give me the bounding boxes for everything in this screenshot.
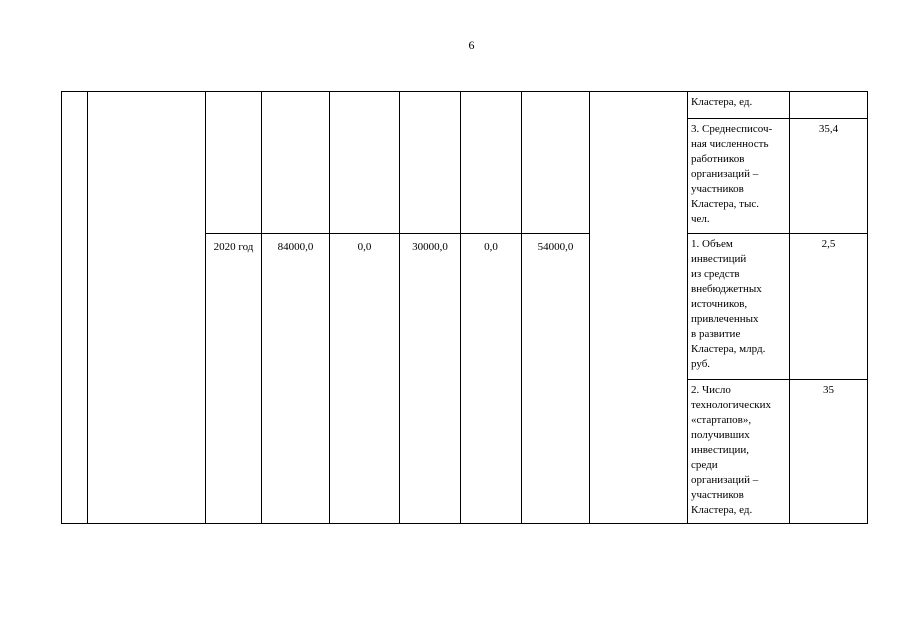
index-cell <box>62 92 88 524</box>
total-cell: 84000,0 <box>262 234 330 524</box>
col-c-cell: 0,0 <box>461 234 522 524</box>
indicator-line: Кластера, тыс. <box>691 198 759 210</box>
year-cell: 2020 год <box>206 234 262 524</box>
indicator-line: из средств <box>691 268 740 280</box>
indicator-value-cell: 35 <box>790 380 868 524</box>
indicator-name-cell <box>688 380 790 524</box>
indicator-line: «стартапов», <box>691 414 752 426</box>
col-d-cell-empty <box>522 92 590 234</box>
indicator-line: работников <box>691 153 745 165</box>
indicator-line: организаций – <box>691 168 759 180</box>
indicator-line: участников <box>691 489 744 501</box>
indicator-line: Кластера, млрд. <box>691 343 766 355</box>
indicator-value-cell <box>790 92 868 119</box>
indicator-line: технологических <box>691 399 771 411</box>
indicator-line: руб. <box>691 358 711 370</box>
indicator-line: среди <box>691 459 718 471</box>
indicator-line: Кластера, ед. <box>691 96 753 108</box>
indicator-line: 1. Объем <box>691 238 733 250</box>
indicator-line: ная численность <box>691 138 769 150</box>
indicator-name-cell <box>688 119 790 234</box>
indicator-line: организаций – <box>691 474 759 486</box>
indicator-value-cell: 35,4 <box>790 119 868 234</box>
indicator-line: 2. Число <box>691 384 731 396</box>
col-c-cell-empty <box>461 92 522 234</box>
total-cell-empty <box>262 92 330 234</box>
indicator-name-cell <box>688 234 790 380</box>
program-table <box>61 91 868 524</box>
indicator-line: инвестиции, <box>691 444 750 456</box>
executor-cell <box>590 92 688 524</box>
indicator-line: в развитие <box>691 328 741 340</box>
col-b-cell: 30000,0 <box>400 234 461 524</box>
indicator-line: источников, <box>691 298 748 310</box>
page-number: 6 <box>468 38 475 52</box>
indicator-line: получивших <box>691 429 750 441</box>
table-row <box>62 92 868 119</box>
indicator-line: привлеченных <box>691 313 759 325</box>
indicator-name-cell <box>688 92 790 119</box>
indicator-line: чел. <box>691 213 710 225</box>
indicator-line: внебюджетных <box>691 283 762 295</box>
name-cell <box>88 92 206 524</box>
year-cell-empty <box>206 92 262 234</box>
indicator-line: Кластера, ед. <box>691 504 753 516</box>
col-a-cell: 0,0 <box>330 234 400 524</box>
indicator-value-cell: 2,5 <box>790 234 868 380</box>
col-a-cell-empty <box>330 92 400 234</box>
col-b-cell-empty <box>400 92 461 234</box>
col-d-cell: 54000,0 <box>522 234 590 524</box>
indicator-line: 3. Среднесписоч- <box>691 123 773 135</box>
indicator-line: участников <box>691 183 744 195</box>
indicator-line: инвестиций <box>691 253 747 265</box>
